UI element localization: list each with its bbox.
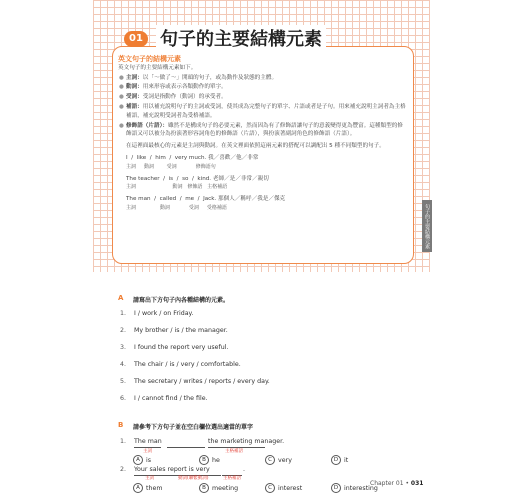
answer-blank[interactable] xyxy=(167,447,205,448)
chapter-title: 句子的主要結構元素 xyxy=(156,25,326,51)
annotation-complement: 主格補語 xyxy=(225,449,243,454)
option-b2-c[interactable]: C interest xyxy=(265,483,302,493)
bullet-subject: ● 主詞：以「～做了～」開頭的句子，或為動作及狀態的主體。 xyxy=(119,74,278,81)
chapter-number-badge: 01 xyxy=(124,31,148,47)
annotation-subject: 主詞 xyxy=(145,476,154,481)
question-a6: 6. I / cannot find / the file. xyxy=(120,395,208,402)
bullet-dot-icon: ● xyxy=(119,84,124,91)
example-roles: 主詞 動詞 修飾語 主格補語 xyxy=(126,184,228,191)
option-b1-b[interactable]: B he xyxy=(199,455,220,465)
bullet-dot-icon: ● xyxy=(119,94,124,101)
question-b2-rest: . xyxy=(243,466,246,473)
example-roles: 主詞 動詞 受詞 受格補語 xyxy=(126,204,227,211)
example-2 xyxy=(118,175,408,193)
bullet-dot-icon: ● xyxy=(119,122,124,129)
annotation-verb: 動詞(聯繫動詞) xyxy=(178,476,209,481)
option-b2-d[interactable]: D interesting xyxy=(331,483,378,493)
question-b1: 1. The man xyxy=(120,438,162,445)
bullet-object: ● 受詞：受詞是指動作（動詞）的承受者。 xyxy=(119,94,227,101)
example-roles: 主詞 動詞 受詞 修飾語句 xyxy=(126,163,216,170)
bullet-modifier: ● 修飾語（片語）：雖然不是構成句子的必要元素，然而因為有了修飾語讓句子的意義變得更為豐富。這種類型的修飾語又可以被分為扮演著形容詞角色的修飾語（片語），與扮演著副詞角色的修飾語（片語）。 xyxy=(119,122,403,138)
section-a-heading: 請寫出下方句子內各種結構的元素。 xyxy=(133,297,230,304)
footer-chapter: Chapter 01 xyxy=(370,480,404,487)
box-section-title: 英文句子的結構元素 xyxy=(118,55,181,63)
example-1 xyxy=(118,154,408,172)
section-b-label: B xyxy=(118,421,124,429)
option-b2-b[interactable]: B meeting xyxy=(199,483,238,493)
option-b2-a[interactable]: A them xyxy=(133,483,162,493)
option-b1-c[interactable]: C very xyxy=(265,455,292,465)
page-footer xyxy=(370,480,423,487)
box-content xyxy=(118,55,408,213)
example-sentence: The man / called / me / Jack. 那個人／稱呼／我是／傑克 xyxy=(126,196,286,203)
footer-separator: • xyxy=(405,480,409,487)
example-sentence: I / like / him / very much. 我／喜歡／他／非常 xyxy=(126,154,259,161)
page-number: 031 xyxy=(410,480,424,487)
option-b1-d[interactable]: D it xyxy=(331,455,348,465)
box-intro: 英文句子的主要結構元素如下。 xyxy=(118,64,197,71)
annotation-subject: 主詞 xyxy=(143,449,152,454)
section-a-label: A xyxy=(118,294,124,302)
bullet-verb: ● 動詞：用來形容或表示各類動作的單字。 xyxy=(119,84,227,91)
question-a3: 3. I found the report very useful. xyxy=(120,344,229,351)
example-3 xyxy=(118,195,408,213)
question-a4: 4. The chair / is / very / comfortable. xyxy=(120,361,241,368)
bullet-dot-icon: ● xyxy=(119,103,124,110)
question-a5: 5. The secretary / writes / reports / every day. xyxy=(120,378,270,385)
side-tab: 句子的主要結構元素 xyxy=(422,200,432,252)
bullet-dot-icon: ● xyxy=(119,74,124,81)
section-b-heading: 請參考下方句子並在空白欄位選出適當的單字 xyxy=(133,424,254,431)
box-paragraph: 在這裡面最核心的元素是主詞與動詞。在英文裡面依照這兩元素的搭配可以調配出 5 種不同類型的句子。 xyxy=(126,143,385,150)
annotation-complement: 主格補語 xyxy=(223,476,241,481)
option-b1-a[interactable]: A is xyxy=(133,455,151,465)
question-a1: 1. I / work / on Friday. xyxy=(120,310,194,317)
example-sentence: The teacher / is / so / kind. 老師／是／非常／親切 xyxy=(126,175,269,182)
bullet-complement: ● 補語：用以補充說明句子的主詞或受詞，使其成為完整句子的單字、片語或者是子句。用來補充說明主詞者為主格補語，補充說明受詞者為受格補語。 xyxy=(119,103,406,119)
question-b2: 2. Your sales report is very xyxy=(120,466,210,473)
question-b1-rest: the marketing manager. xyxy=(208,438,285,445)
question-a2: 2. My brother / is / the manager. xyxy=(120,327,228,334)
